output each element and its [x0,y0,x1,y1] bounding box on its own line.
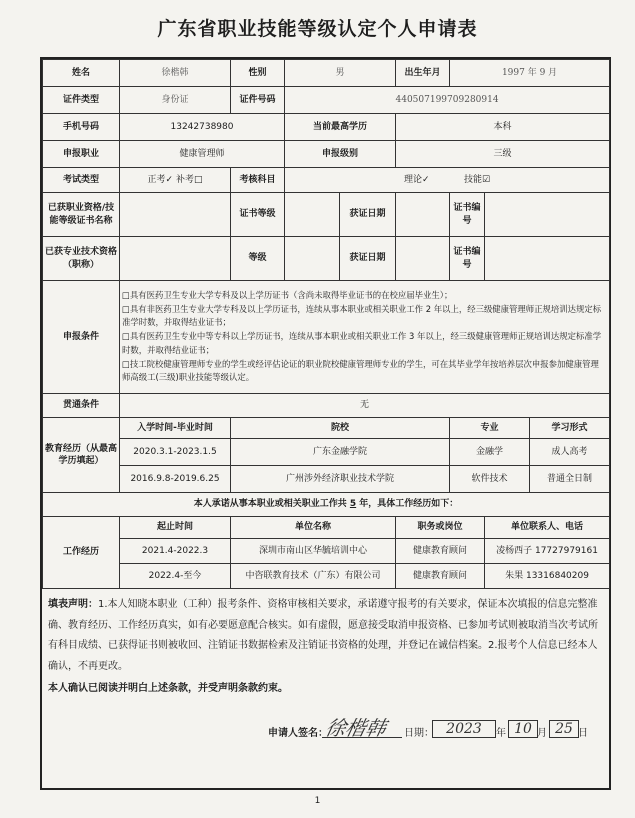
id-no-label: 证件号码 [231,87,285,114]
edu-mode: 成人高考 [530,439,610,466]
title-level-value [285,237,340,281]
application-table [42,59,610,589]
requirement-item[interactable]: □技工院校健康管理师专业的学生或经评估论证的职业院校健康管理师专业的学生，可在其毕业学年按培养层次申报参加健康管理师高级工(三级)职业技能等级认定。 [122,358,599,382]
edu-major: 金融学 [450,439,530,466]
penetration-value: 无 [120,394,610,418]
edu-header-school: 院校 [231,418,450,439]
edu-major: 软件技术 [450,466,530,493]
work-company: 中咨联教育技术（广东）有限公司 [231,564,396,589]
requirements-list [120,281,610,394]
row-commitment [43,493,610,517]
date-day-unit: 日 [578,728,588,739]
work-position: 健康教育顾问 [396,539,485,564]
edu-school: 广东金融学院 [231,439,450,466]
date-label: 日期： [404,728,434,739]
declaration-body: 1.本人知晓本职业（工种）报考条件、资格审核相关要求，承诺遵守报考的有关要求，保证本次填报的信息完整准确、教育经历、工作经历真实，如有必要愿意配合核实。如有虚假，愿意接受取消申报资格、已参加考试则被取消当次考试所有科目成绩、已获得证书则被收回、注销证书数据检索及注销证书资格的处理，并登记在诚信档案。2.报考个人信息已经本人确认，不再更改。 [48,599,598,672]
work-years: 5 [349,499,357,510]
row-basic-info [43,60,610,87]
occupation-value: 健康管理师 [120,141,285,168]
cert-level-value [285,193,340,237]
checked-box-icon: ☑ [481,174,491,185]
title-date-value [396,237,450,281]
education-label: 教育经历（从最高学历填起） [43,418,120,493]
edu-period: 2016.9.8-2019.6.25 [120,466,231,493]
education-level-label: 当前最高学历 [285,114,396,141]
name-label: 姓名 [43,60,120,87]
title-qualification-value [120,237,231,281]
name-value: 徐楷韩 [120,60,231,87]
table-row [43,439,610,466]
table-row [43,539,610,564]
date-year[interactable]: 2023 [432,720,496,738]
cert-date-label: 获证日期 [340,193,396,237]
form-frame [40,57,611,790]
work-company: 深圳市南山区华毓培训中心 [231,539,396,564]
signature-line [322,737,402,738]
declaration [42,589,609,700]
work-period: 2022.4-至今 [120,564,231,589]
edu-period: 2020.3.1-2023.1.5 [120,439,231,466]
occupation-label: 申报职业 [43,141,120,168]
penetration-label: 贯通条件 [43,394,120,418]
cert-no-value [485,193,610,237]
date-month-unit: 月 [537,728,547,739]
edu-header-mode: 学习形式 [530,418,610,439]
row-phone [43,114,610,141]
education-level-value: 本科 [396,114,610,141]
qualification-name-value [120,193,231,237]
page-number: 1 [314,796,321,806]
requirements-label: 申报条件 [43,281,120,394]
phone-value: 13242738980 [120,114,285,141]
work-commitment: 本人承诺从事本职业或相关职业工作共 5 年，具体工作经历如下： [43,493,610,517]
row-exam-type [43,168,610,193]
gender-label: 性别 [231,60,285,87]
work-contact: 凌杨西子 17727979161 [485,539,610,564]
signature-label: 申请人签名： [268,728,328,739]
work-header-period: 起止时间 [120,517,231,539]
edu-school: 广州涉外经济职业技术学院 [231,466,450,493]
table-row [43,466,610,493]
qualification-label: 已获职业资格/技能等级证书名称 [43,193,120,237]
gender-value: 男 [285,60,396,87]
subject-label: 考核科目 [231,168,285,193]
cert-no-label: 证书编号 [450,193,485,237]
id-no-value: 440507199709280914 [285,87,610,114]
exam-type-label: 考试类型 [43,168,120,193]
birth-label: 出生年月 [396,60,450,87]
id-type-value: 身份证 [120,87,231,114]
cert-date-value [396,193,450,237]
title-level-label: 等级 [231,237,285,281]
date-day[interactable]: 25 [549,720,579,738]
title-no-label: 证书编号 [450,237,485,281]
requirement-item[interactable]: □具有非医药卫生专业大学专科及以上学历证书，连续从事本职业或相关职业工作 2 年以上，经三级健康管理师正规培训达规定标准学时数，并取得结业证书； [122,304,602,328]
apply-level-label: 申报级别 [285,141,396,168]
date-year-unit: 年 [496,728,506,739]
row-penetration [43,394,610,418]
birth-value: 1997 年 9 月 [450,60,610,87]
row-occupation [43,141,610,168]
work-position: 健康教育顾问 [396,564,485,589]
checkmark-icon: ✓ [165,174,174,185]
row-requirements [43,281,610,394]
exam-type-options [120,168,231,193]
exam-regular-option[interactable]: 正考 [147,174,166,185]
title-date-label: 获证日期 [340,237,396,281]
apply-level-value: 三级 [396,141,610,168]
title-qualification-label: 已获专业技术资格（职称） [43,237,120,281]
work-header-company: 单位名称 [231,517,396,539]
row-professional-title [43,237,610,281]
id-type-label: 证件类型 [43,87,120,114]
work-header-position: 职务或岗位 [396,517,485,539]
row-id [43,87,610,114]
title-no-value [485,237,610,281]
requirement-item[interactable]: □具有医药卫生专业大学专科及以上学历证书（含尚未取得毕业证书的在校应届毕业生）； [122,290,453,301]
row-qualification [43,193,610,237]
cert-level-label: 证书等级 [231,193,285,237]
edu-mode: 普通全日制 [530,466,610,493]
work-period: 2021.4-2022.3 [120,539,231,564]
edu-header-period: 入学时间-毕业时间 [120,418,231,439]
work-contact: 朱果 13316840209 [485,564,610,589]
form-title: 广东省职业技能等级认定个人申请表 [157,18,478,40]
subject-theory-option[interactable]: 理论 [404,174,423,185]
work-header-contact: 单位联系人、电话 [485,517,610,539]
declaration-head: 填表声明： [48,599,98,610]
row-education-header [43,418,610,439]
handwritten-signature: 徐楷韩 [323,716,389,740]
requirement-item[interactable]: □具有医药卫生专业中等专科以上学历证书，连续从事本职业或相关职业工作 3 年以上，经三级健康管理师正规培训达规定标准学时数，并取得结业证书； [122,331,602,355]
exam-makeup-option[interactable]: 补考□ [175,174,203,185]
checkmark-icon: ✓ [422,174,430,185]
date-month[interactable]: 10 [508,720,538,738]
work-label: 工作经历 [43,517,120,589]
edu-header-major: 专业 [450,418,530,439]
table-row [43,564,610,589]
phone-label: 手机号码 [43,114,120,141]
subject-options [285,168,610,193]
row-work-header [43,517,610,539]
declaration-confirm: 本人确认已阅读并明白上述条款，并受声明条款约束。 [48,683,288,694]
subject-skill-option[interactable]: 技能 [463,174,482,185]
